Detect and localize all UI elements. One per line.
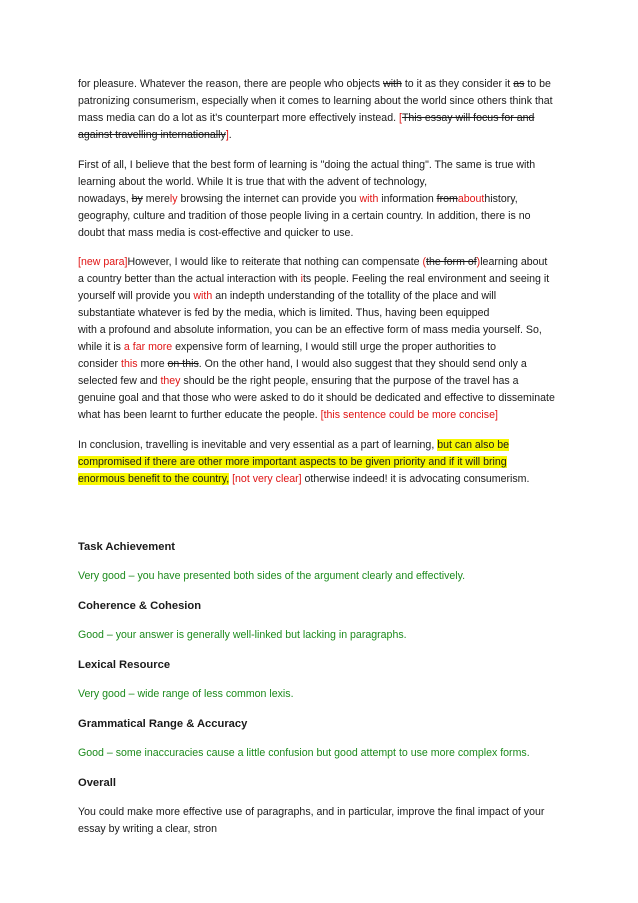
section-heading: Task Achievement [78, 541, 175, 553]
correction-mark: ly [169, 192, 178, 205]
correction-mark: about [457, 192, 485, 205]
feedback-section [78, 716, 566, 762]
overall-text [78, 804, 566, 838]
text-line: what has been learnt to further educate the people. [this sentence could be more concise] [78, 409, 498, 421]
deleted-text: by [131, 192, 143, 205]
correction-mark: i [300, 273, 303, 285]
text-line: essay by writing a clear, stron [78, 823, 217, 835]
deleted-text: This essay will focus for and [401, 112, 535, 124]
text-line: nowadays, by merely browsing the internet can provide you with information fromabouthistory, [78, 192, 518, 205]
paragraph-1 [78, 76, 566, 144]
deleted-text: from [436, 192, 458, 205]
text-line [78, 454, 566, 471]
correction-mark: ( [422, 256, 427, 268]
section-heading: Overall [78, 777, 116, 789]
feedback-section [78, 657, 566, 703]
deleted-text: as [513, 78, 525, 90]
correction-mark: they [160, 375, 181, 387]
feedback-text: Very good – wide range of less common lexis. [78, 688, 294, 700]
correction-mark: [this sentence could be more concise] [320, 409, 498, 421]
text-line: for pleasure. Whatever the reason, there are people who objects with to it as they consider it as to be [78, 78, 551, 90]
correction-mark: a far more [123, 341, 173, 353]
correction-mark: ) [476, 256, 481, 268]
correction-mark: [new para] [78, 256, 128, 268]
correction-mark: this [121, 358, 138, 370]
section-heading: Coherence & Cohesion [78, 600, 202, 612]
highlighted-text: but can also be [437, 438, 510, 451]
highlighted-text: compromised if there are other more important aspects to be given priority and if it will bring [78, 455, 507, 468]
deleted-text: on this [167, 358, 199, 370]
text-line: In conclusion, travelling is inevitable and very essential as a part of learning, but can also be [78, 438, 510, 451]
correction-mark: [ [398, 112, 402, 124]
text-line: learning about the world. While It is true that with the advent of technology, [78, 175, 428, 188]
text-line: against travelling internationally]. [78, 129, 232, 141]
text-line: First of all, I believe that the best form of learning is "doing the actual thing". The same is true with [78, 158, 536, 171]
section-heading: Lexical Resource [78, 659, 171, 671]
text-line: yourself will provide you with an indepth understanding of the totallity of the place and will [78, 290, 497, 302]
correction-mark: [not very clear] [229, 472, 302, 485]
deleted-text: the form of [426, 256, 477, 268]
text-line: [new para]However, I would like to reiterate that nothing can compensate (the form of)learning about [78, 256, 548, 268]
correction-mark: with [193, 290, 213, 302]
text-line: consider this more on this. On the other hand, I would also suggest that they should send only a [78, 358, 527, 370]
text-line: patronizing consumerism, especially when it comes to learning about the world since others think that [78, 95, 553, 107]
text-line: enormous benefit to the country, [not very clear] otherwise indeed! it is advocating consumerism. [78, 472, 530, 485]
paragraph-4 [78, 437, 566, 488]
essay-document [78, 76, 566, 851]
paragraph-3 [78, 254, 566, 424]
feedback-text: Good – your answer is generally well-linked but lacking in paragraphs. [78, 629, 407, 641]
feedback-section [78, 598, 566, 644]
text-line: geography, culture and tradition of those people living in a certain country. In addition, there is no [78, 209, 531, 222]
correction-mark: ] [225, 129, 229, 141]
paragraph-2 [78, 157, 566, 242]
highlighted-text: enormous benefit to the country, [78, 472, 230, 485]
text-line: mass media can do a lot as it's counterpart more effectively instead. [This essay will focus for and [78, 112, 535, 124]
feedback-text: Very good – you have presented both sides of the argument clearly and effectively. [78, 570, 466, 582]
overall-section [78, 775, 566, 838]
section-heading: Grammatical Range & Accuracy [78, 718, 248, 730]
text-line: You could make more effective use of paragraphs, and in particular, improve the final impact of your [78, 806, 545, 818]
feedback-text: Good – some inaccuracies cause a little confusion but good attempt to use more complex forms. [78, 747, 530, 759]
text-line: a country better than the actual interaction with its people. Feeling the real environment and seeing it [78, 273, 550, 285]
text-line: with a profound and absolute information, you can be an effective form of mass media yourself. So, [78, 324, 542, 336]
text-line: doubt that mass media is cost-effective and quicker to use. [78, 226, 354, 239]
feedback-section [78, 539, 566, 585]
text-line: substantiate whatever is fed by the media, which is limited. Thus, having been equipped [78, 307, 490, 319]
spacer [78, 500, 566, 539]
text-line: selected few and they should be the right people, ensuring that the purpose of the travel has a [78, 375, 519, 387]
deleted-text: against travelling internationally [78, 129, 226, 141]
text-line: while it is a far more expensive form of learning, I would still urge the proper authorities to [78, 341, 497, 353]
correction-mark: with [359, 192, 379, 205]
text-line: genuine goal and that those who were asked to do it should be dedicated and effective to disseminate [78, 392, 555, 404]
deleted-text: with [383, 78, 402, 90]
